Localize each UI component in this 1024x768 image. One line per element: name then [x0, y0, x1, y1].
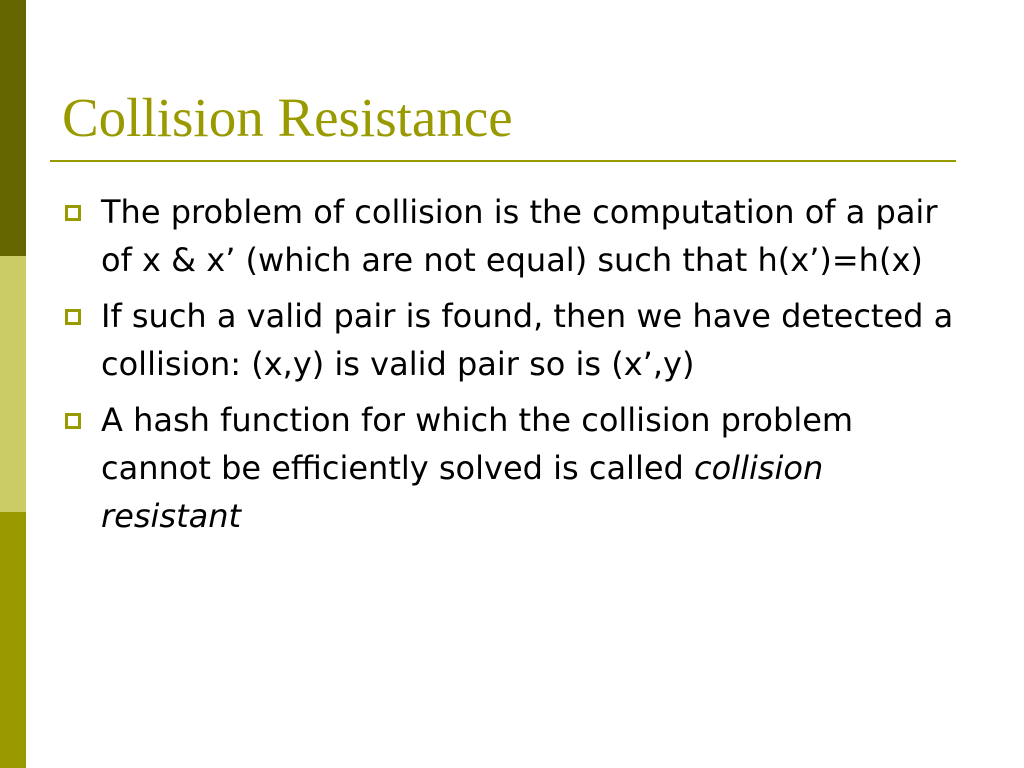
slide-title: Collision Resistance — [62, 87, 513, 148]
hollow-square-bullet-icon — [65, 413, 81, 429]
bullet-text: The problem of collision is the computation of a pair of x & x’ (which are not equal) such that h(x’)=h(x) — [101, 193, 938, 279]
bullet-item — [64, 396, 964, 540]
bullet-item — [64, 188, 964, 284]
bullet-text: A hash function for which the collision problem cannot be efficiently solved is called — [101, 401, 854, 487]
sidebar-stripe-bottom — [0, 512, 26, 768]
title-divider — [50, 160, 956, 162]
bullet-emphasis: collision resistant — [101, 449, 824, 535]
sidebar-stripe-middle — [0, 256, 26, 512]
sidebar-stripe-top — [0, 0, 26, 256]
bullet-item — [64, 292, 964, 388]
bullet-text: If such a valid pair is found, then we have detected a collision: (x,y) is valid pair so is (x’,y) — [101, 297, 954, 383]
hollow-square-bullet-icon — [65, 205, 81, 221]
bullet-list — [64, 188, 964, 548]
hollow-square-bullet-icon — [65, 309, 81, 325]
